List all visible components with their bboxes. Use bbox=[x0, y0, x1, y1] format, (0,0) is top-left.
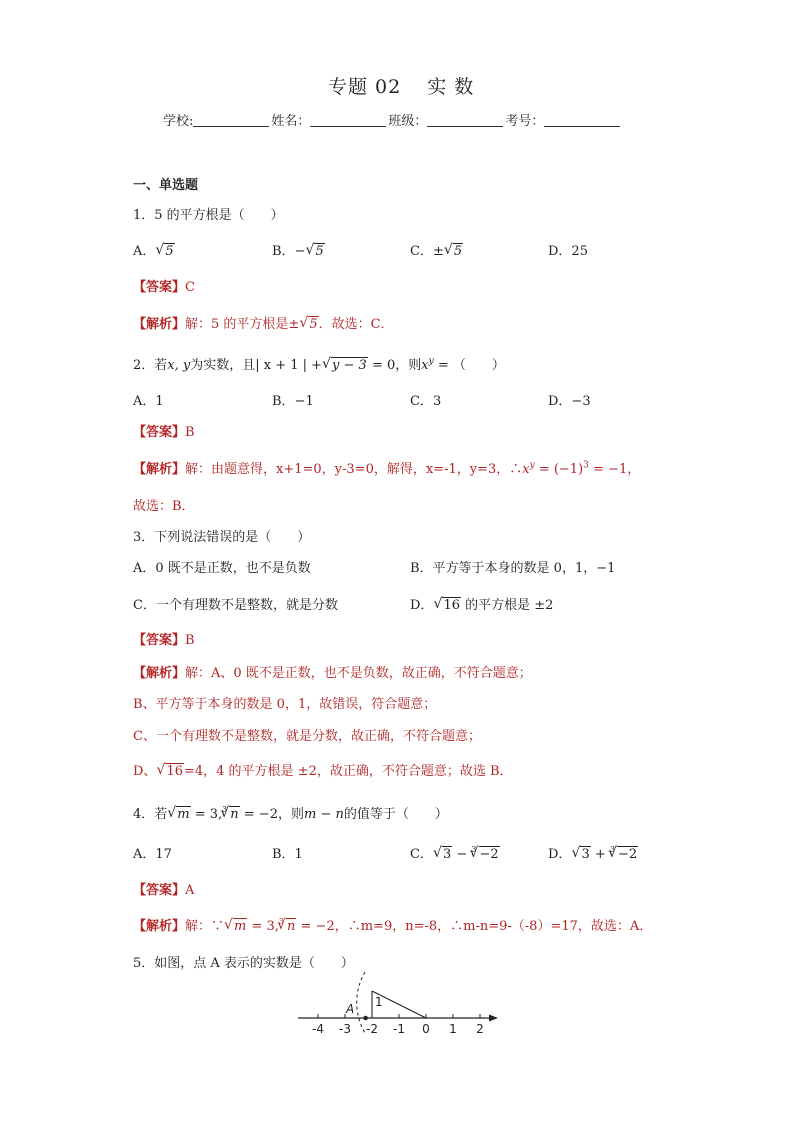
q2-option-a: A．1 bbox=[133, 394, 164, 409]
q1-option-d: D．25 bbox=[548, 244, 588, 259]
q4-answer: 【答案】A bbox=[133, 883, 195, 898]
cube-root-symbol: √ −2 bbox=[608, 847, 638, 862]
tick-label: 0 bbox=[422, 1022, 430, 1036]
q2-analysis-line2: 故选：B． bbox=[133, 499, 195, 514]
q2-analysis: 【解析】解：由题意得，x+1=0，y-3=0，解得，x=-1，y=3，$\therefore x^y = (-1)^3 = -1$， bbox=[133, 460, 641, 477]
q4-option-a: A．17 bbox=[133, 847, 172, 862]
sqrt-symbol: √ m bbox=[224, 919, 247, 934]
tick-label: -3 bbox=[339, 1022, 351, 1036]
point-a-label: A bbox=[346, 1002, 355, 1016]
q4-option-c: C．√ 3 − $^3$√ −2 bbox=[410, 843, 500, 862]
q5-stem: 5．如图，点 A 表示的实数是（ ） bbox=[133, 956, 354, 971]
school-label: 学校: bbox=[163, 114, 194, 129]
tick-label: -1 bbox=[393, 1022, 405, 1036]
tick-label: -4 bbox=[312, 1022, 324, 1036]
sqrt-symbol: √ 5 bbox=[444, 244, 463, 259]
class-label: 班级： bbox=[388, 114, 428, 129]
q4-stem: 4．若√ m = 3,$^3$√ n = −2，则m − n的值等于（ ） bbox=[133, 803, 448, 822]
q3-answer: 【答案】B bbox=[133, 633, 195, 648]
q2-option-b: B．−1 bbox=[272, 394, 314, 409]
cube-root-symbol: √ n bbox=[277, 919, 296, 934]
sqrt-symbol: √ 3 bbox=[571, 847, 590, 862]
tick-label: 2 bbox=[476, 1022, 484, 1036]
q3-option-d: D．√ 16 的平方根是 ±2 bbox=[410, 594, 553, 613]
q3-option-b: B．平方等于本身的数是 0，1，−1 bbox=[410, 561, 616, 576]
axis-arrow-icon bbox=[489, 1015, 498, 1022]
q3-option-c: C．一个有理数不是整数，就是分数 bbox=[133, 598, 338, 613]
q3-analysis-line3: C、一个有理数不是整数，就是分数，故正确，不符合题意； bbox=[133, 729, 481, 744]
sqrt-symbol: √ 5 bbox=[299, 317, 318, 332]
q2-answer: 【答案】B bbox=[133, 425, 195, 440]
exam-no-label: 考号： bbox=[505, 114, 545, 129]
q2-option-d: D．−3 bbox=[548, 394, 591, 409]
page-title bbox=[328, 72, 474, 99]
q1-analysis: 【解析】解：5 的平方根是±√ 5．故选：C． bbox=[133, 313, 394, 332]
point-a-dot bbox=[363, 1016, 368, 1021]
q1-option-a: A．√ 5 bbox=[133, 240, 175, 259]
q4-option-b: B．1 bbox=[272, 847, 303, 862]
class-blank[interactable] bbox=[427, 114, 503, 127]
number-line-figure bbox=[290, 970, 510, 1040]
title-main: 专题 02 bbox=[328, 76, 402, 98]
title-sub: 实 数 bbox=[427, 76, 475, 98]
section-heading: 一、单选题 bbox=[133, 178, 199, 193]
q1-stem: 1．5 的平方根是（ ） bbox=[133, 208, 284, 223]
name-blank[interactable] bbox=[310, 114, 386, 127]
sqrt-symbol: √ 5 bbox=[305, 244, 324, 259]
sqrt-symbol: √ 16 bbox=[156, 764, 184, 779]
q3-stem: 3．下列说法错误的是（ ） bbox=[133, 530, 311, 545]
student-info-line bbox=[163, 110, 622, 129]
compass-arc bbox=[357, 972, 366, 1034]
school-blank[interactable] bbox=[193, 114, 269, 127]
q4-analysis: 【解析】解：∵√ m = 3,$^3$√ n = −2，∴m=9，n=-8，∴m-n=9-（-8）=17，故选：A． bbox=[133, 915, 652, 934]
q2-option-c: C．3 bbox=[410, 394, 442, 409]
side-length-label: 1 bbox=[375, 995, 383, 1009]
sqrt-symbol: √ m bbox=[167, 807, 190, 822]
q2-stem: 2．若x, y为实数，且| x + 1 | +√ y − 3 = 0，则$x^y$ = （ ） bbox=[133, 354, 505, 373]
sqrt-symbol: √ 5 bbox=[155, 244, 174, 259]
q3-analysis-line4: D、√ 16=4，4 的平方根是 ±2，故正确，不符合题意；故选 B． bbox=[133, 760, 513, 779]
exam-no-blank[interactable] bbox=[544, 114, 620, 127]
q1-option-c: C．±√ 5 bbox=[410, 240, 463, 259]
q3-analysis-line2: B、平方等于本身的数是 0，1，故错误，符合题意； bbox=[133, 697, 437, 712]
sqrt-symbol: √ 3 bbox=[433, 847, 452, 862]
q1-option-b: B．−√ 5 bbox=[272, 240, 325, 259]
q4-option-d: D．√ 3 + $^3$√ −2 bbox=[548, 843, 638, 862]
q3-analysis-line1: 【解析】解：A、0 既不是正数，也不是负数，故正确，不符合题意； bbox=[133, 666, 532, 681]
q1-answer: 【答案】C bbox=[133, 280, 195, 295]
q3-option-a: A．0 既不是正数，也不是负数 bbox=[133, 561, 311, 576]
cube-root-symbol: √ n bbox=[220, 807, 239, 822]
sqrt-symbol: √ 16 bbox=[433, 598, 461, 613]
tick-label: 1 bbox=[449, 1022, 457, 1036]
tick-label: -2 bbox=[366, 1022, 378, 1036]
sqrt-symbol: √ y − 3 bbox=[322, 358, 368, 373]
name-label: 姓名： bbox=[271, 114, 311, 129]
cube-root-symbol: √ −2 bbox=[470, 847, 500, 862]
